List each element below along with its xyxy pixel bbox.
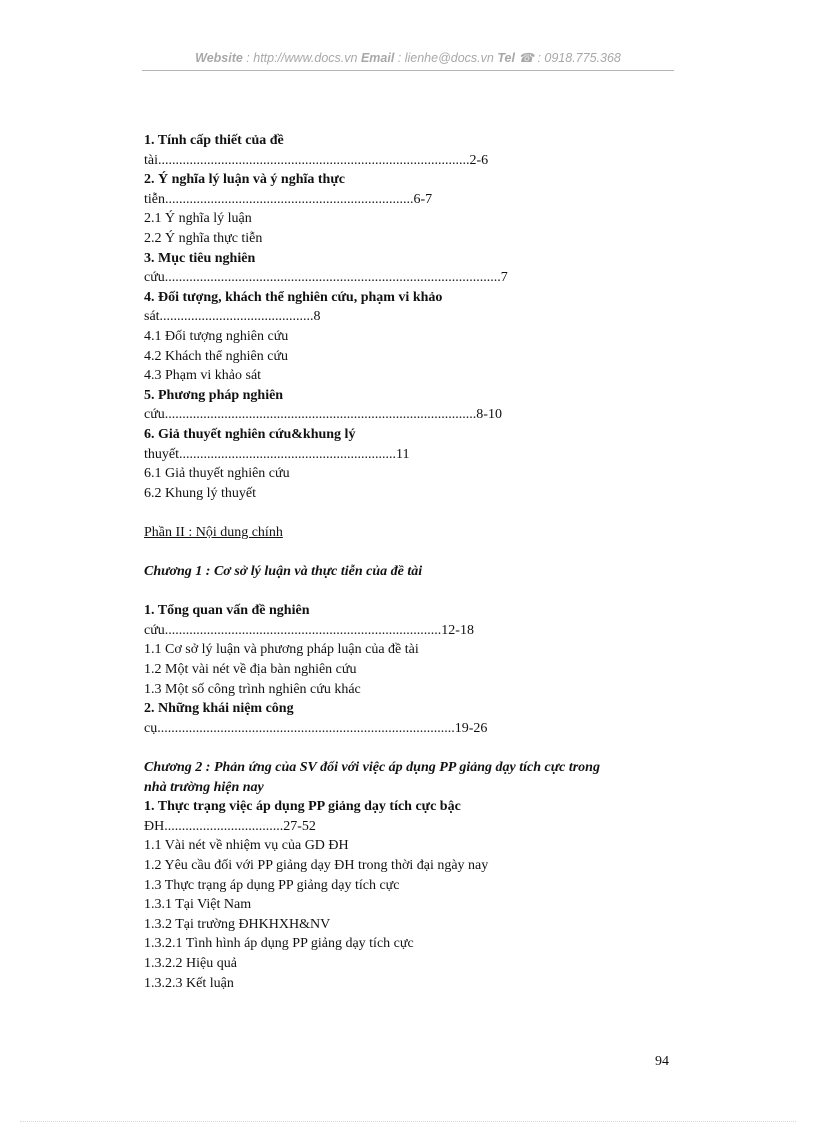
toc-entry: 1.2 Một vài nét về địa bàn nghiên cứu [144, 662, 357, 678]
toc-entry: 2.2 Ý nghĩa thực tiễn [144, 230, 263, 246]
toc-entry: 1.3.2.3 Kết luận [144, 975, 234, 991]
toc-entry: cứu.........................................................................................8-10 [144, 407, 502, 423]
toc-entry: 1.3.1 Tại Việt Nam [144, 897, 252, 913]
bottom-divider [20, 1121, 796, 1122]
toc-entry: 4.1 Đối tượng nghiên cứu [144, 328, 289, 344]
spacer [144, 738, 704, 758]
toc-chapter-heading: nhà trường hiện nay [144, 779, 264, 795]
toc-entry: 1.1 Vài nét về nhiệm vụ của GD ĐH [144, 838, 349, 854]
spacer [144, 503, 704, 523]
toc-entry: cứu...............................................................................12-18 [144, 622, 474, 638]
toc-entry: 4.3 Phạm vi khảo sát [144, 368, 262, 384]
toc-chapter-heading: Chương 2 : Phản ứng của SV đối với việc áp dụng PP giảng dạy tích cực trong [144, 760, 600, 775]
toc-entry: 1.3.2.2 Hiệu quả [144, 955, 237, 971]
toc-entry: tài.........................................................................................2-6 [144, 152, 489, 168]
toc-section-heading: 5. Phương pháp nghiên [144, 387, 284, 403]
toc-entry: 6.1 Giả thuyết nghiên cứu [144, 466, 290, 482]
toc-entry: 1.2 Yêu cầu đối với PP giảng dạy ĐH trong thời đại ngày nay [144, 857, 489, 873]
toc-section-heading: 6. Giả thuyết nghiên cứu&khung lý [144, 426, 356, 442]
toc-section-heading: 2. Những khái niệm công [144, 701, 294, 717]
tel-value: ☎ : 0918.775.368 [514, 51, 621, 65]
toc-section-heading: 4. Đối tượng, khách thể nghiên cứu, phạm vi khảo [144, 289, 443, 305]
toc-entry: 1.3.2.1 Tình hình áp dụng PP giảng dạy tích cực [144, 936, 414, 952]
email-label: Email [360, 51, 395, 65]
toc-entry: tiễn.......................................................................6-7 [144, 191, 433, 207]
toc-entry: 1.3 Một số công trình nghiên cứu khác [144, 681, 361, 697]
toc-section-heading: 1. Thực trạng việc áp dụng PP giảng dạy tích cực bậc [144, 799, 461, 815]
toc-section-heading: 3. Mục tiêu nghiên [144, 250, 256, 266]
tel-label: Tel [497, 51, 515, 65]
toc-section-heading: 1. Tổng quan vấn đề nghiên [144, 603, 310, 619]
toc-section-heading: 1. Tính cấp thiết của đề [144, 133, 284, 148]
website-label: Website [195, 51, 243, 65]
toc-entry: sát............................................8 [144, 309, 321, 325]
toc-entry: 4.2 Khách thể nghiên cứu [144, 348, 289, 364]
email-value: : lienhe@docs.vn [394, 51, 498, 65]
toc-chapter-heading: Chương 1 : Cơ sở lý luận và thực tiễn của đề tài [144, 564, 423, 580]
toc-entry: cứu................................................................................................7 [144, 270, 508, 286]
toc-section-heading: 2. Ý nghĩa lý luận và ý nghĩa thực [144, 172, 345, 188]
toc-entry: 1.3 Thực trạng áp dụng PP giảng dạy tích cực [144, 877, 400, 893]
page-header [142, 50, 674, 65]
page-number: 94 [655, 1054, 669, 1069]
header-divider [142, 70, 674, 71]
toc-entry: ĐH..................................27-52 [144, 818, 316, 834]
toc-entry: 1.1 Cơ sở lý luận và phương pháp luận của đề tài [144, 642, 419, 658]
toc-entry: cụ.....................................................................................19-26 [144, 720, 488, 736]
toc-part-heading: Phần II : Nội dung chính [144, 524, 283, 540]
website-value: : http://www.docs.vn [242, 51, 361, 65]
spacer [144, 542, 704, 562]
toc-entry: 1.3.2 Tại trường ĐHKHXH&NV [144, 916, 331, 932]
toc-entry: thuyết..............................................................11 [144, 446, 410, 462]
spacer [144, 582, 704, 602]
toc-entry: 2.1 Ý nghĩa lý luận [144, 211, 252, 227]
table-of-contents [144, 131, 704, 993]
toc-entry: 6.2 Khung lý thuyết [144, 485, 256, 501]
